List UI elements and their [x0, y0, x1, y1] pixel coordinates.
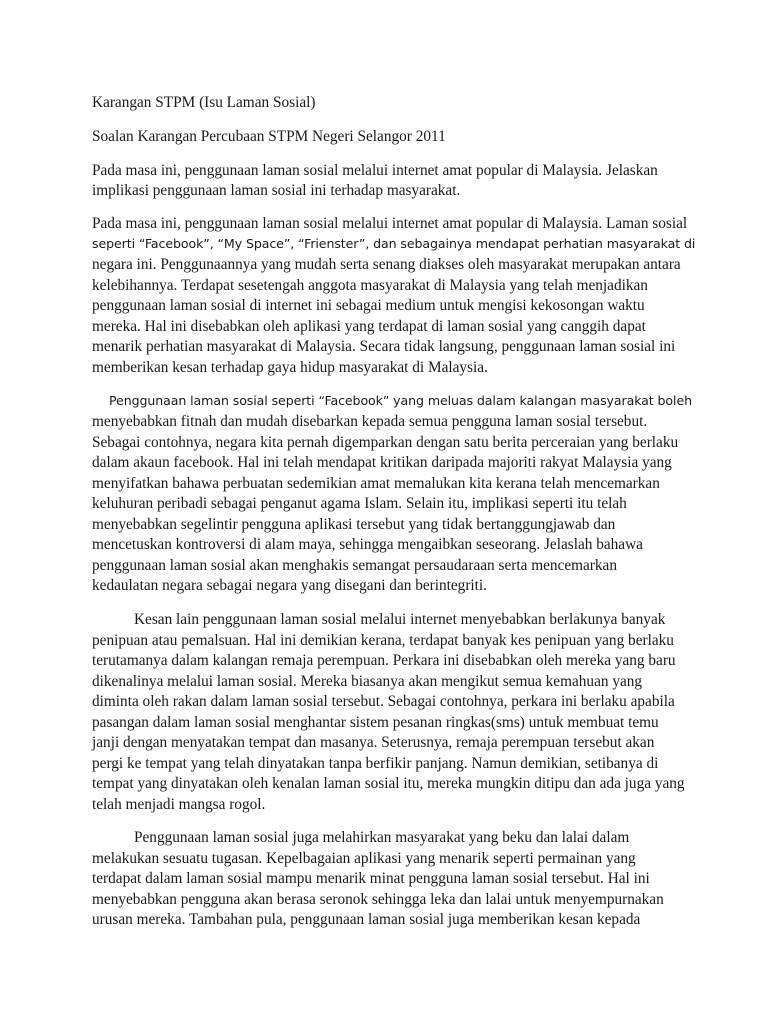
paragraph-3-line: Kesan lain penggunaan laman sosial melalui internet menyebabkan berlakunya banyak — [134, 611, 666, 628]
paragraph-2-line: kedaulatan negara sebagai negara yang disegani dan berintegriti. — [92, 577, 487, 594]
paragraph-2-line: Sebagai contohnya, negara kita pernah digemparkan dengan satu berita perceraian yang berlaku — [92, 434, 679, 451]
paragraph-3-line: diminta oleh rakan dalam laman sosial tersebut. Sebagai contohnya, perkara ini berlaku apabila — [92, 693, 675, 710]
paragraph-2-line: menyifatkan bahawa perbuatan sedemikian amat memalukan kita kerana telah mencemarkan — [92, 475, 660, 492]
paragraph-2-line: penggunaan laman sosial akan menghakis semangat persaudaraan serta mencemarkan — [92, 557, 617, 574]
paragraph-3-line: penipuan atau pemalsuan. Hal ini demikian kerana, terdapat banyak kes penipuan yang berlaku — [92, 632, 674, 649]
paragraph-3-line: tempat yang dinyatakan oleh kenalan laman sosial itu, mereka mungkin ditipu dan ada juga yang — [92, 775, 685, 792]
document-title: Karangan STPM (Isu Laman Sosial) — [92, 94, 316, 111]
paragraph-1-line: seperti “Facebook”, “My Space”, “Frienster”, dan sebagainya mendapat perhatian masyarakat di — [92, 236, 696, 251]
paragraph-2-line: Penggunaan laman sosial seperti “Facebook” yang meluas dalam kalangan masyarakat boleh — [109, 393, 692, 408]
paragraph-3-line: pergi ke tempat yang telah dinyatakan tanpa berfikir panjang. Namun demikian, setibanya di — [92, 755, 659, 772]
paragraph-1-line: memberikan kesan terhadap gaya hidup masyarakat di Malaysia. — [92, 359, 488, 376]
paragraph-1-line: mereka. Hal ini disebabkan oleh aplikasi yang terdapat di laman sosial yang canggih dapat — [92, 318, 646, 335]
paragraph-4-line: terdapat dalam laman sosial mampu menarik minat pengguna laman sosial tersebut. Hal ini — [92, 870, 650, 887]
paragraph-4-line: menyebabkan pengguna akan berasa seronok sehingga leka dan lalai untuk menyempurnakan — [92, 891, 664, 908]
paragraph-2-line: mencetuskan kontroversi di alam maya, sehingga mengaibkan seseorang. Jelaslah bahawa — [92, 536, 643, 553]
paragraph-2-line: menyebabkan fitnah dan mudah disebarkan kepada semua pengguna laman sosial tersebut. — [92, 413, 648, 430]
paragraph-2-line: keluhuran peribadi sebagai penganut agama Islam. Selain itu, implikasi seperti itu telah — [92, 495, 627, 512]
document-subtitle: Soalan Karangan Percubaan STPM Negeri Selangor 2011 — [92, 128, 446, 145]
paragraph-3-line: terutamanya dalam kalangan remaja perempuan. Perkara ini disebabkan oleh mereka yang baru — [92, 652, 676, 669]
paragraph-2-line: dalam akaun facebook. Hal ini telah mendapat kritikan daripada majoriti rakyat Malaysia yang — [92, 454, 672, 471]
paragraph-1-line: negara ini. Penggunaannya yang mudah serta senang diakses oleh masyarakat merupakan antara — [92, 256, 681, 273]
paragraph-1-line: menarik perhatian masyarakat di Malaysia. Secara tidak langsung, penggunaan laman sosial ini — [92, 338, 676, 355]
paragraph-2-line: menyebabkan segelintir pengguna aplikasi tersebut yang tidak bertanggungjawab dan — [92, 516, 616, 533]
paragraph-4-line: urusan mereka. Tambahan pula, penggunaan laman sosial juga memberikan kesan kepada — [92, 911, 641, 928]
paragraph-3-line: janji dengan menyatakan tempat dan masanya. Seterusnya, remaja perempuan tersebut akan — [92, 734, 655, 751]
paragraph-1-line: penggunaan laman sosial di internet ini sebagai medium untuk mengisi kekosongan waktu — [92, 297, 645, 314]
paragraph-3-line: dikenalinya melalui laman sosial. Mereka biasanya akan mengikut semua kemahuan yang — [92, 673, 643, 690]
paragraph-4-line: melakukan sesuatu tugasan. Kepelbagaian aplikasi yang menarik seperti permainan yang — [92, 850, 636, 867]
paragraph-3-line: pasangan dalam laman sosial menghantar sistem pesanan ringkas(sms) untuk membuat temu — [92, 714, 659, 731]
question-line: Pada masa ini, penggunaan laman sosial melalui internet amat popular di Malaysia. Jelaskan — [92, 162, 658, 179]
paragraph-1-line: Pada masa ini, penggunaan laman sosial melalui internet amat popular di Malaysia. Laman sosial — [92, 215, 688, 232]
paragraph-3-line: telah menjadi mangsa rogol. — [92, 796, 266, 813]
paragraph-4-line: Penggunaan laman sosial juga melahirkan masyarakat yang beku dan lalai dalam — [134, 829, 630, 846]
question-line: implikasi penggunaan laman sosial ini terhadap masyarakat. — [92, 182, 461, 199]
paragraph-1-line: kelebihannya. Terdapat sesetengah anggota masyarakat di Malaysia yang telah menjadikan — [92, 277, 648, 294]
